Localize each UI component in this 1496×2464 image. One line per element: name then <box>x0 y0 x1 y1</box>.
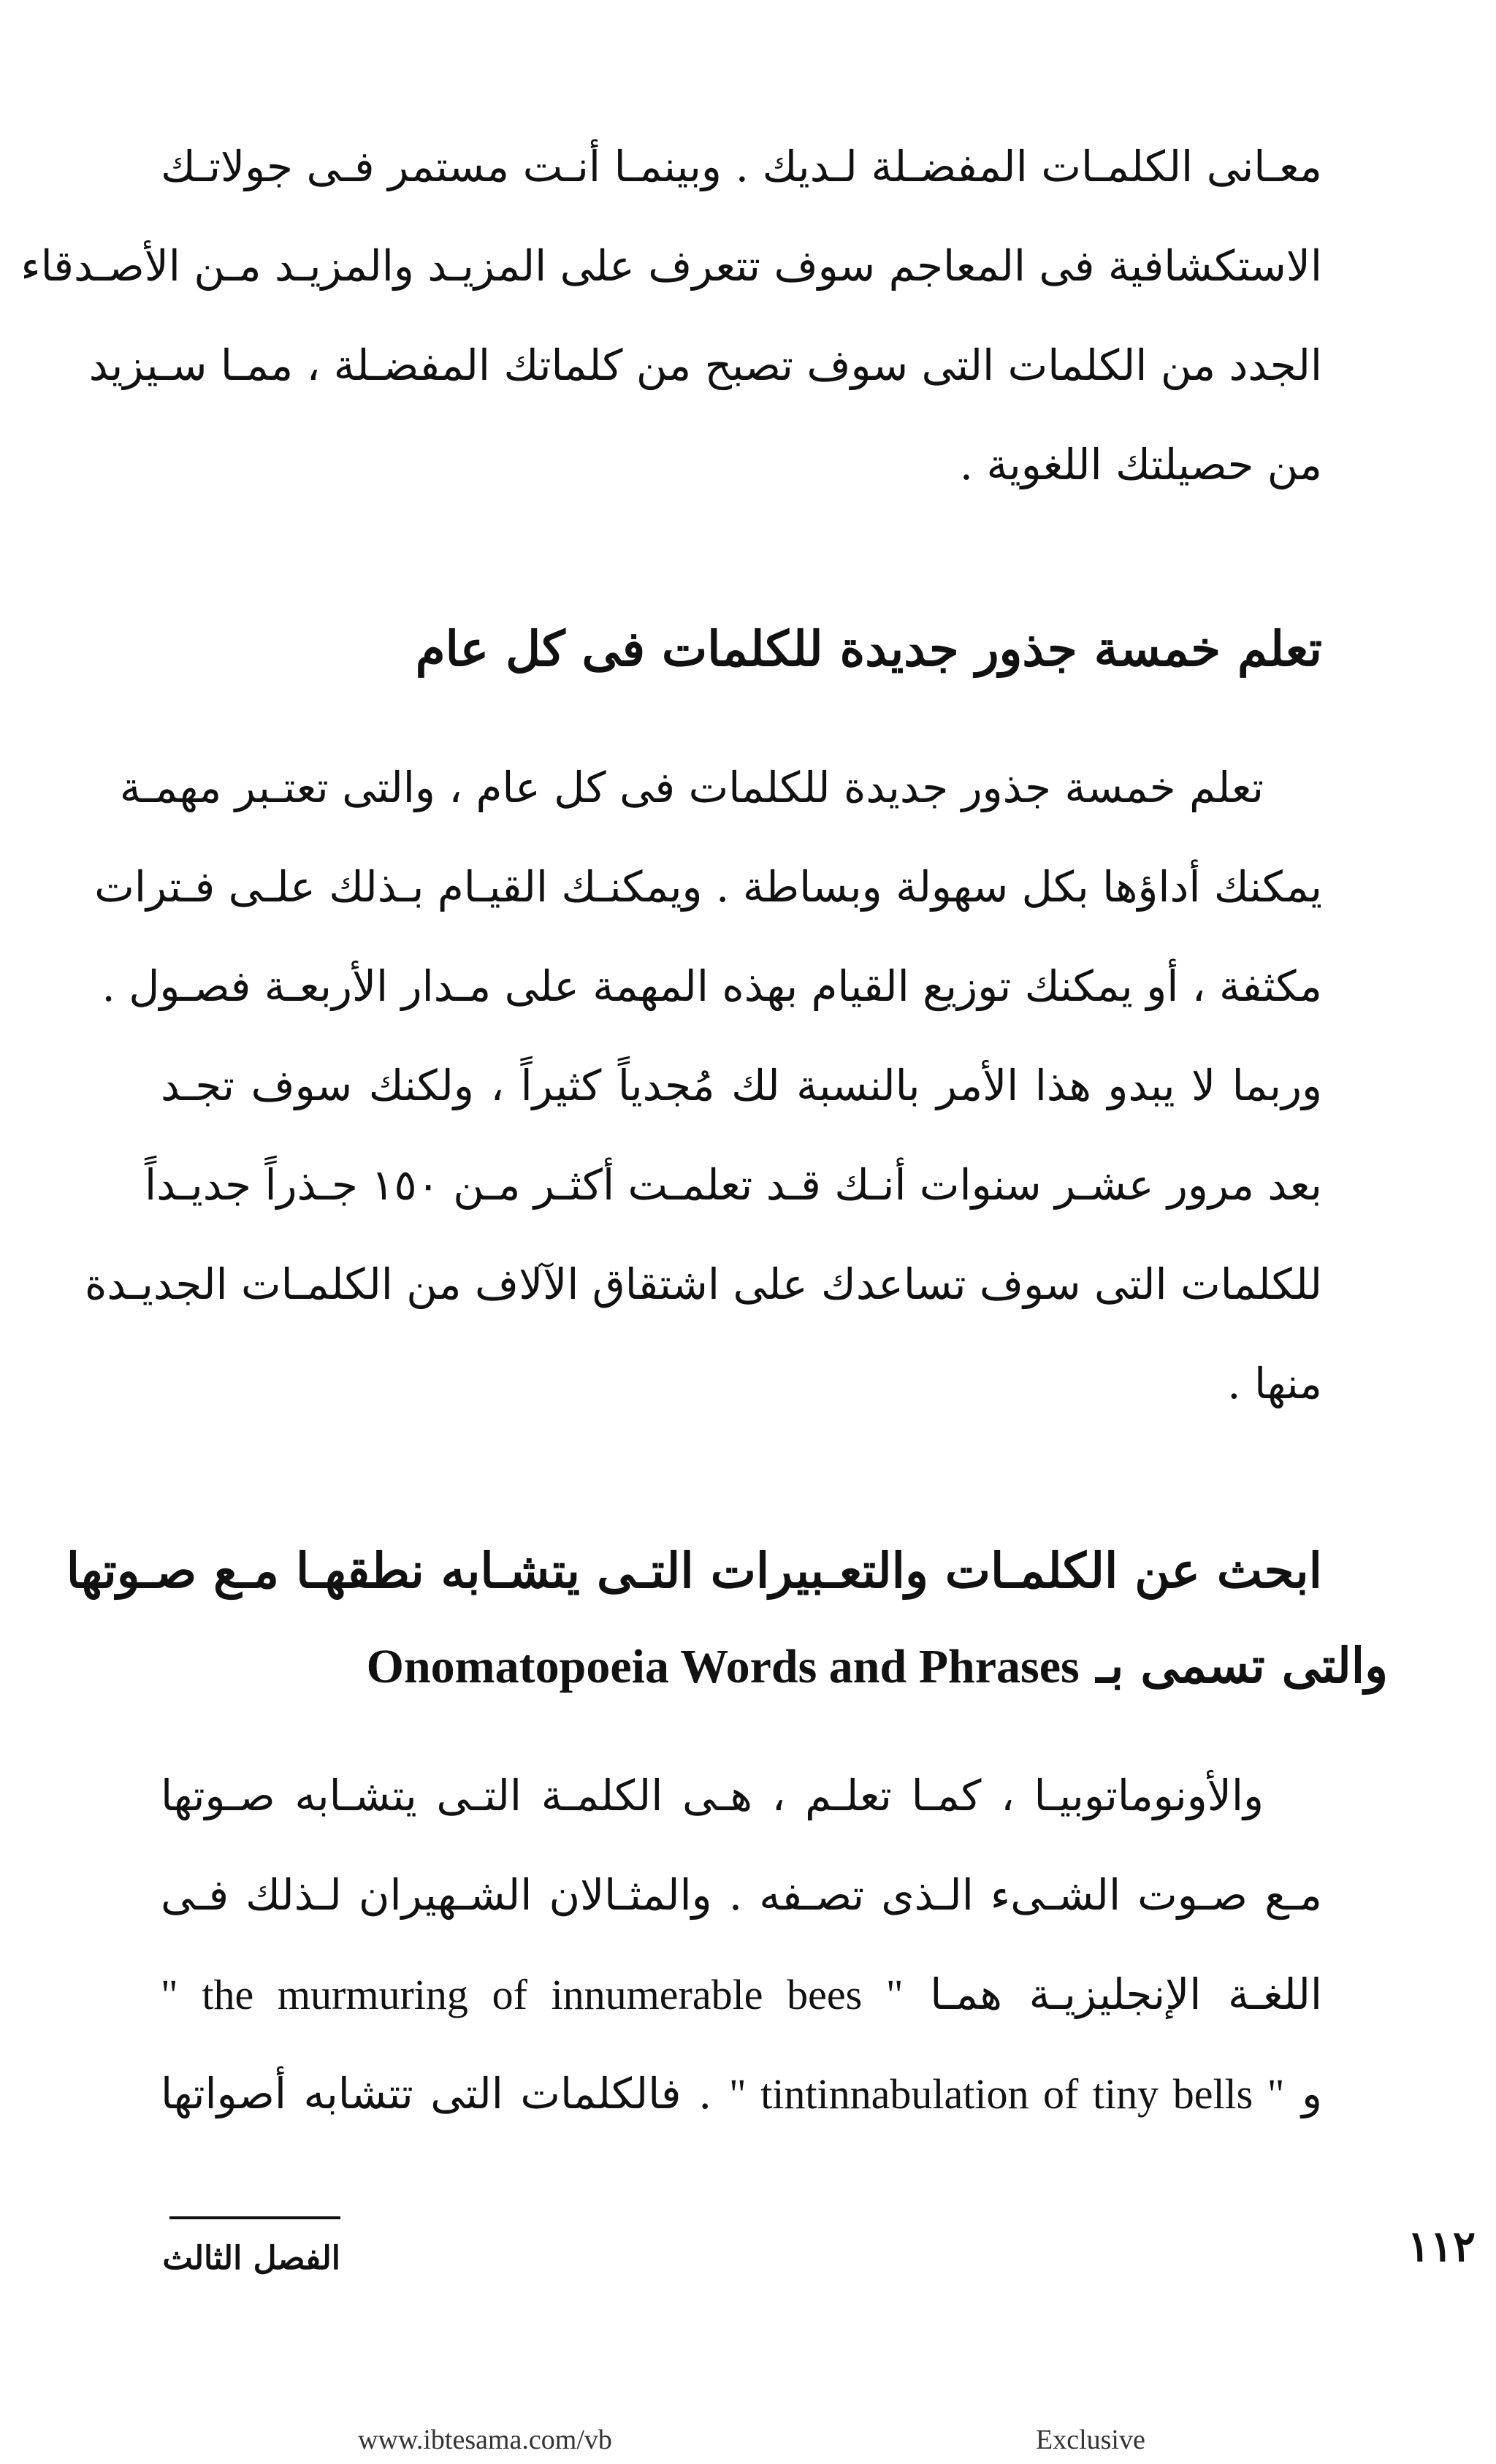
paragraph-line: بعد مرور عشـر سنوات أنـك قـد تعلمـت أكثـر مـن ١٥٠ جـذراً جديـداً <box>145 1160 1322 1210</box>
paragraph-line: من حصيلتك اللغوية . <box>959 440 1322 489</box>
section-heading-line <box>161 1618 1388 1713</box>
paragraph-3 <box>161 1746 1322 2143</box>
arabic-conjunction: و <box>1301 2069 1322 2118</box>
paragraph-line: منها . <box>1227 1359 1322 1408</box>
paragraph-line: يمكنك أداؤها بكل سهولة وبساطة . ويمكنـك القيـام بـذلك علـى فـترات <box>94 862 1322 912</box>
section-heading-line: ابحث عن الكلمـات والتعـبيرات التـى يتشـابه نطقهـا مـع صـوتها <box>66 1542 1322 1599</box>
arabic-phrase: اللغـة الإنجليزيـة همـا <box>930 1969 1322 2019</box>
paragraph-line: مكثفة ، أو يمكنك توزيع القيام بهذه المهمة على مـدار الأربعـة فصـول . <box>102 961 1322 1011</box>
section-heading-1 <box>161 599 1322 698</box>
heading-english-term: Onomatopoeia Words and Phrases <box>366 1640 1080 1693</box>
paragraph-line: تعلم خمسة جذور جديدة للكلمات فى كل عام ، والتى تعتـبر مهمـة <box>119 763 1264 812</box>
heading-arabic-part: والتى تسمى بـ <box>1096 1637 1388 1694</box>
english-quote: " the murmuring of innumerable bees " <box>161 1971 904 2018</box>
paragraph-line: معـانى الكلمـات المفضـلة لـديك . وبينمـا أنـت مستمر فـى جولاتـك <box>161 142 1322 191</box>
paragraph-line: مـع صـوت الشـىء الـذى تصـفه . والمثـالان الشـهيران لـذلك فـى <box>161 1870 1322 1920</box>
watermark-label: Exclusive <box>1036 2425 1145 2455</box>
paragraph-2 <box>84 738 1322 1433</box>
paragraph-1 <box>20 117 1322 514</box>
watermark-url: www.ibtesama.com/vb <box>358 2425 612 2455</box>
paragraph-line <box>161 1945 1322 2044</box>
page-number: ١١٢ <box>1407 2221 1476 2271</box>
section-heading-text: تعلم خمسة جذور جديدة للكلمات فى كل عام <box>415 620 1322 677</box>
paragraph-line: وربما لا يبدو هذا الأمر بالنسبة لك مُجدياً كثيراً ، ولكنك سوف تجـد <box>161 1061 1322 1110</box>
chapter-label: الفصل الثالث <box>162 2240 340 2277</box>
paragraph-line: الجدد من الكلمات التى سوف تصبح من كلماتك المفضـلة ، ممـا سـيزيد <box>88 340 1322 390</box>
paragraph-line: للكلمات التى سوف تساعدك على اشتقاق الآلاف من الكلمـات الجديـدة <box>84 1259 1322 1309</box>
paragraph-line: والأونوماتوبيـا ، كمـا تعلـم ، هـى الكلمـة التـى يتشـابه صـوتها <box>161 1771 1264 1820</box>
paragraph-line: الاستكشافية فى المعاجم سوف تتعرف على المزيـد والمزيـد مـن الأصـدقاء <box>20 241 1322 291</box>
arabic-phrase: . فالكلمات التى تتشابه أصواتها <box>161 2069 712 2118</box>
paragraph-line <box>161 2044 1322 2143</box>
footer-divider <box>169 2216 340 2219</box>
english-quote: " tintinnabulation of tiny bells " <box>728 2070 1285 2118</box>
section-heading-2 <box>66 1523 1388 1713</box>
